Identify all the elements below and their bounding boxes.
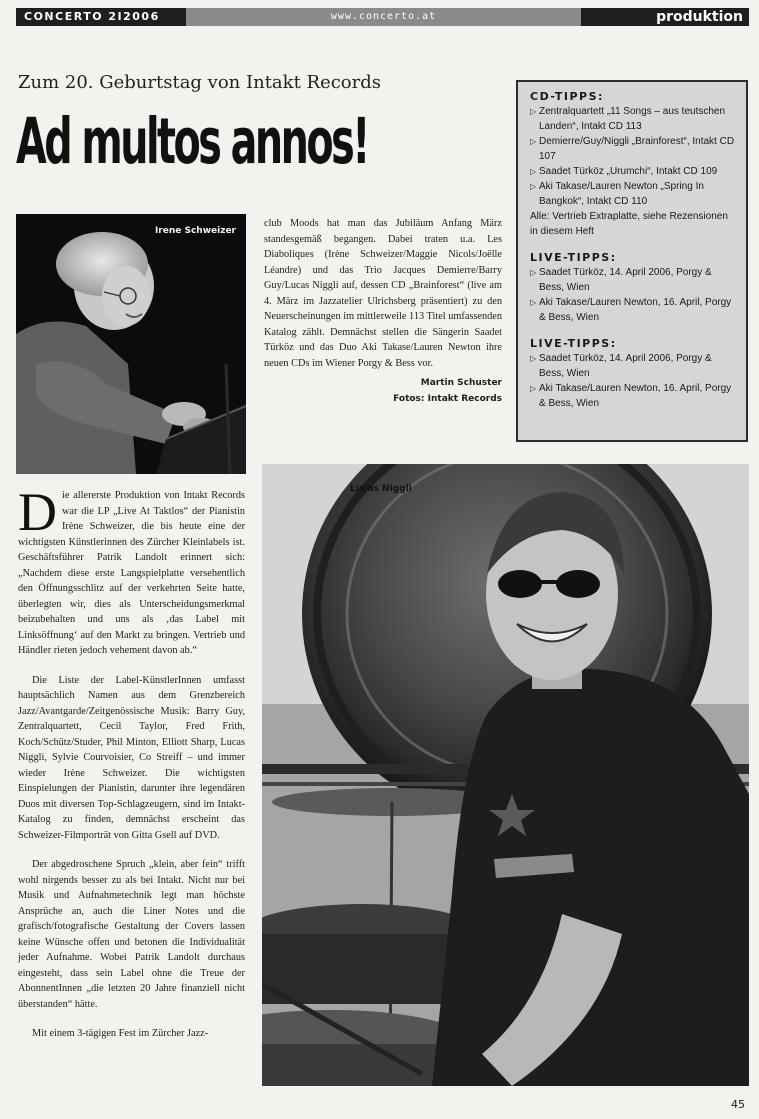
website-url: www.concerto.at	[186, 8, 581, 26]
cd-tips-heading: CD-TIPPS:	[530, 90, 604, 103]
section-label: produktion	[581, 8, 749, 26]
photo-credit: Fotos: Intakt Records	[393, 394, 502, 404]
paragraph-1	[18, 482, 245, 659]
live-tips-list-2	[530, 351, 738, 411]
paragraph-4: Mit einem 3-tägigen Fest im Zürcher Jazz-	[32, 1028, 209, 1039]
photo1-caption: Irene Schweizer	[154, 226, 236, 236]
paragraph-1-text: ie allererste Produktion von Intakt Records war die LP „Live At Taktlos“ der Pianistin Irène Schweizer, die bis heute eine der wichtigsten Künstlerinnen des Zürcher Kleinlabels ist. Geschäftsführer Patrik Landolt erinnert sich: „Nachdem diese erste Langspielplatte versehentlich den Öffnungsschlitz auf der verkehrten Seite hatte, überlegten wir, dies als Unterscheidungsmerkmal beizubehalten und uns als ‚das Label mit Linksöffnung‘ auf den Markt zu bringen. Vertrieb und Händler rieten jedoch vehement davon ab.“	[18, 490, 245, 656]
cd-tip-item: ▷ Demierre/Guy/Niggli „Brainforest“, Intakt CD 107	[530, 134, 738, 164]
photo-lucas-niggli	[262, 464, 749, 1086]
paragraph-top: club Moods hat man das Jubiläum Anfang März standesgemäß begangen. Dabei traten u.a. Les Diaboliques (Irène Schweizer/Maggie Nicols/Joëlle Léandre) und das Trio Jacques Demierre/Barry Guy/Lucas Niggli auf, dessen CD „Brainforest“ (live am 4. März im Jazzatelier Ulrichsberg präsentiert) zu den Neuerscheinungen im mittlerweile 113 Titel umfassenden Katalog zählt. Demnächst stellen die Sängerin Saadet Türköz und das Duo Aki Takase/Lauren Newton ihre neuen CDs im Wiener Porgy & Bess vor.	[264, 218, 502, 369]
tips-box	[516, 80, 748, 442]
page-header	[16, 8, 749, 26]
author-credit: Martin Schuster	[420, 378, 502, 388]
article-headline: Ad multos annos!	[16, 105, 368, 178]
live-tip-item: ▷ Aki Takase/Lauren Newton, 16. April, Porgy & Bess, Wien	[530, 295, 738, 325]
live-tips-heading-2: LIVE-TIPPS:	[530, 337, 617, 350]
article-subtitle: Zum 20. Geburtstag von Intakt Records	[18, 72, 382, 93]
paragraph-3: Der abgedroschene Spruch „klein, aber fein“ trifft wohl nirgends besser zu als bei Intakt. Nicht nur bei Musik und Aufnahmetechnik legt man höchste Ansprüche an, auch die Liner Notes und die grafisch/fotografische Gestaltung der Covers lassen keine Wünsche offen und betonen die Individualität jeder Aufnahme. Wobei Patrik Landolt durchaus eingesteht, dass sein Label ohne die Treue der AbonnentInnen „die letzten 20 Jahre finanziell nicht überstanden“ hätte.	[18, 859, 245, 1010]
photo-irene-schweizer	[16, 214, 246, 474]
cd-tip-item: ▷ Aki Takase/Lauren Newton „Spring In Bangkok“, Intakt CD 110	[530, 179, 738, 209]
page-number: 45	[731, 1098, 745, 1111]
paragraph-2: Die Liste der Label-KünstlerInnen umfasst hauptsächlich Namen aus dem Grenzbereich Jazz/Avantgarde/Zeitgenössische Musik: Barry Guy, Zentralquartett, Cecil Taylor, Fred Frith, Koch/Schütz/Studer, Phil Minton, Elliott Sharp, Lucas Niggli, Sylvie Courvoisier, Co Streiff – und immer wieder Irène Schweizer. Die wichtigsten Einspielungen der Pianistin, darunter ihre legendären Duos mit diversen Top-Schlagzeugern, sind im Intakt-Katalog zu finden, demnächst erscheint das Schweizer-Filmporträt von Gitta Gsell auf DVD.	[18, 674, 245, 841]
live-tip-item: ▷ Saadet Türköz, 14. April 2006, Porgy & Bess, Wien	[530, 351, 738, 381]
drummer-illustration	[262, 464, 749, 1086]
cd-tips-note: Alle: Vertrieb Extraplatte, siehe Rezensionen in diesem Heft	[530, 211, 728, 237]
photo2-caption: Lucas Niggli	[350, 484, 412, 494]
cd-tip-item: ▷ Zentralquartett „11 Songs – aus teutschen Landen“, Intakt CD 113	[530, 104, 738, 134]
live-tip-item: ▷ Saadet Türköz, 14. April 2006, Porgy & Bess, Wien	[530, 265, 738, 295]
live-tips-list	[530, 265, 738, 325]
cd-tips-list	[530, 104, 738, 209]
live-tips-heading: LIVE-TIPPS:	[530, 251, 617, 264]
text-column-main	[18, 482, 245, 1042]
pianist-illustration	[16, 214, 246, 474]
issue-label: CONCERTO 2I2006	[16, 8, 186, 26]
text-column-top	[264, 216, 502, 407]
live-tip-item: ▷ Aki Takase/Lauren Newton, 16. April, Porgy & Bess, Wien	[530, 381, 738, 411]
cd-tip-item: ▷ Saadet Türköz „Urumchi“, Intakt CD 109	[530, 164, 738, 179]
drop-cap: D	[18, 482, 57, 542]
